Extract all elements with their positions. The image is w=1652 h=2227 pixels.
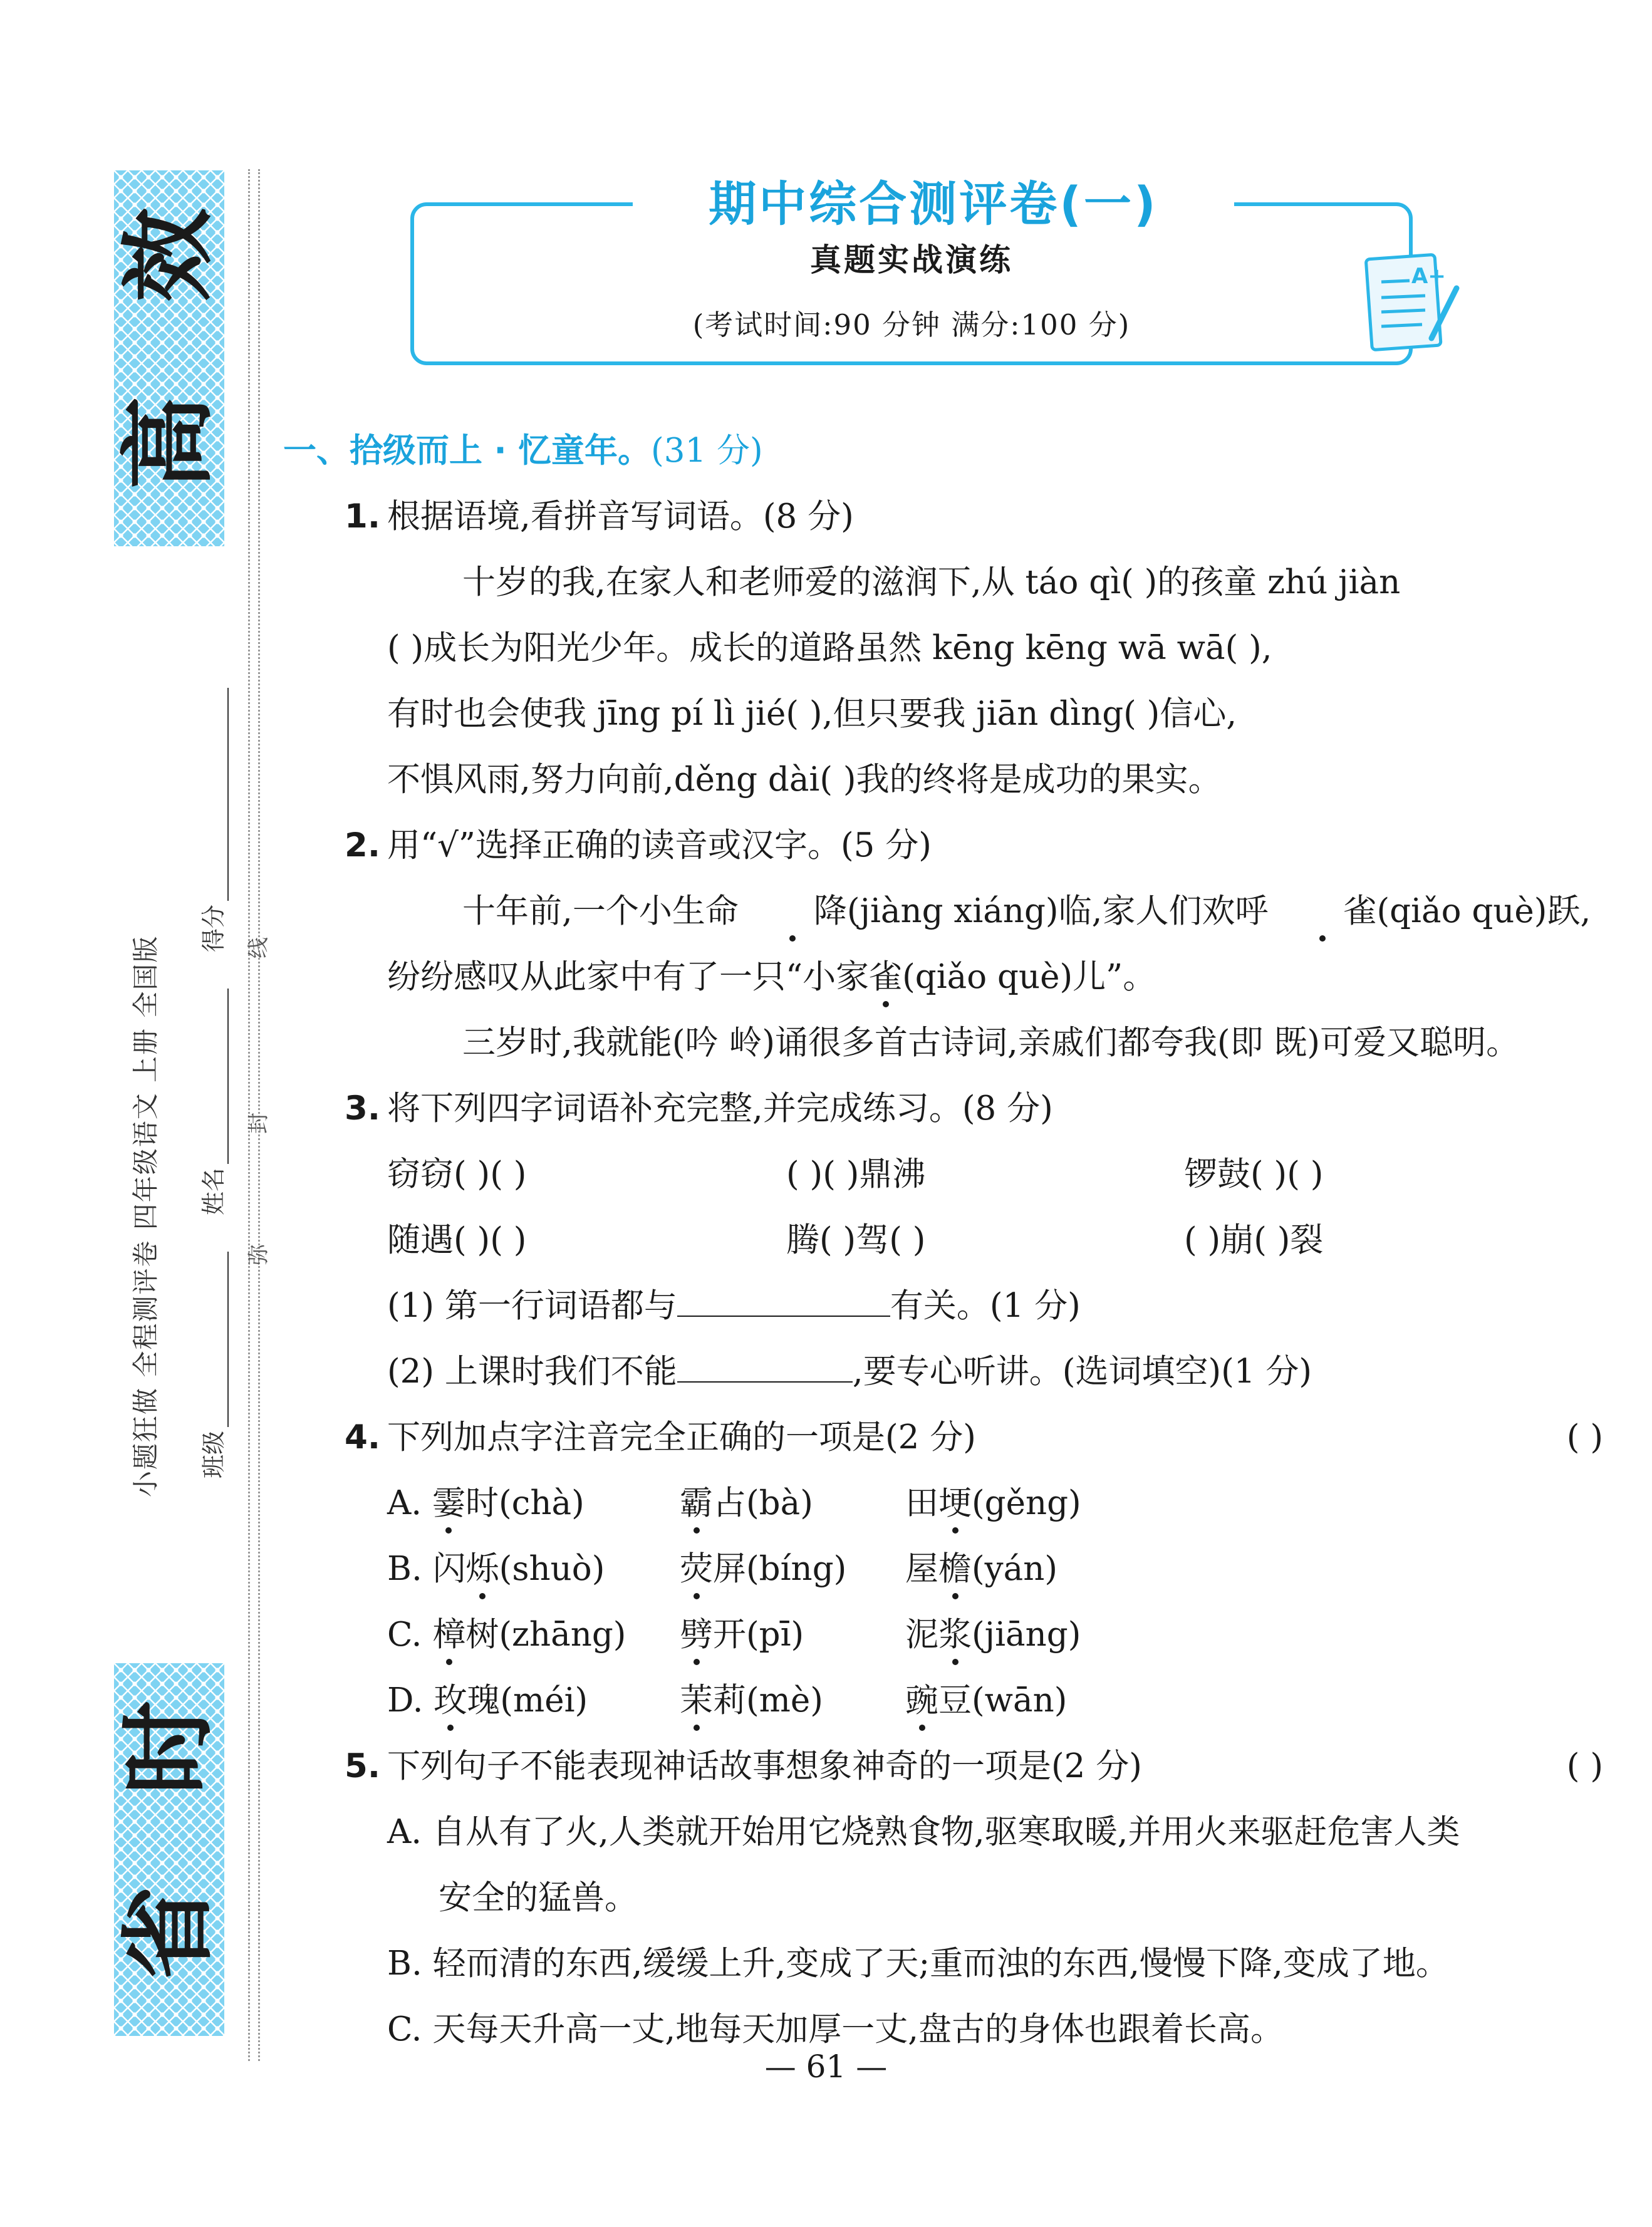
page-subtitle: 真题实战演练 [810, 241, 1013, 278]
q1-line-3[interactable]: 有时也会使我 jīng pí lì jié( ),但只要我 jiān dìng( )信心, [387, 695, 1237, 733]
q5-answer-paren[interactable]: ( ) [1566, 1747, 1603, 1785]
q4-option-rest: 开(pī) [713, 1616, 804, 1654]
q3-idiom-3[interactable]: 锣鼓( )( ) [1184, 1155, 1324, 1193]
q4-dotted-char: 劈 [680, 1604, 713, 1666]
q1-number: 1. [345, 497, 381, 536]
q2-line-3[interactable]: 三岁时,我就能(吟 岭)诵很多首古诗词,亲戚们都夸我(即 既)可爱又聪明。 [462, 1024, 1520, 1062]
book-series-text: 小题狂做 全程测评卷 四年级语文 上册 全国版 [130, 935, 161, 1497]
q4-option-rest: (gěng) [972, 1484, 1081, 1522]
section-1-heading: 一、拾级而上 · 忆童年。 [283, 432, 652, 470]
sidebar-bottom-char-0: 省 [115, 1886, 224, 1980]
sidebar-top-char-1: 效 [115, 208, 224, 303]
q2-l1-b[interactable]: (jiàng xiáng)临,家人们欢呼 [846, 892, 1269, 930]
svg-text:A+: A+ [1411, 264, 1446, 289]
q4-number: 4. [345, 1418, 381, 1456]
class-blank[interactable] [202, 1252, 229, 1427]
q4-option-rest: 屏(bíng) [713, 1550, 847, 1588]
q3-sub-1-blank[interactable] [677, 1284, 890, 1317]
q1-line-4[interactable]: 不惧风雨,努力向前,děng dài( )我的终将是成功的果实。 [387, 761, 1222, 799]
q2-line-1[interactable] [387, 880, 1603, 943]
q4-option-prefix: B. 闪 [387, 1550, 466, 1588]
q2-dotted-char-3: 雀 [869, 946, 902, 1009]
q4-dotted-char: 霸 [680, 1472, 713, 1535]
q5-option-b[interactable]: B. 轻而清的东西,缓缓上升,变成了天;重而浊的东西,慢慢下降,变成了地。 [387, 1944, 1449, 1983]
q2-dotted-char-1: 降 [739, 880, 847, 943]
q5-option-a-line-2[interactable]: 安全的猛兽。 [439, 1879, 638, 1917]
q2-l2-b[interactable]: (qiǎo què)儿”。 [902, 958, 1156, 996]
q4-dotted-char: 茉 [680, 1669, 713, 1732]
class-field[interactable] [194, 1252, 229, 1478]
q4-dotted-char: 豌 [905, 1669, 938, 1732]
q2-l1-a: 十年前,一个小生命 [462, 892, 739, 930]
q4-option-C-word-2[interactable] [680, 1604, 804, 1666]
q3-number: 3. [345, 1089, 381, 1128]
q3-sub-2-blank[interactable] [677, 1350, 853, 1383]
seal-char-mi: 弥 [246, 1244, 271, 1265]
q4-option-rest: (jiāng) [972, 1616, 1081, 1654]
q3-idiom-6[interactable]: ( )崩( )裂 [1184, 1221, 1324, 1259]
q4-dotted-char: 荧 [680, 1538, 713, 1601]
q4-dotted-char: 檐 [938, 1538, 972, 1601]
q4-option-prefix: C. [387, 1616, 433, 1654]
q4-dotted-char: 玫 [434, 1669, 467, 1732]
q4-option-C-word-1[interactable] [387, 1604, 626, 1666]
q4-dotted-char: 烁 [466, 1538, 499, 1601]
q4-option-A-word-1[interactable] [387, 1472, 584, 1535]
score-blank[interactable] [202, 688, 229, 901]
q4-option-A-word-2[interactable] [680, 1472, 813, 1535]
q2-line-2[interactable] [387, 946, 1603, 1009]
sidebar-top-char-0: 高 [115, 396, 224, 491]
q4-option-rest: 时(chà) [465, 1484, 584, 1522]
q4-option-B-word-3[interactable] [905, 1538, 1057, 1601]
q4-option-rest: 莉(mè) [713, 1681, 823, 1720]
q4-dotted-char: 浆 [938, 1604, 972, 1666]
q4-option-prefix: A. [387, 1484, 432, 1522]
q1-line-2[interactable]: ( )成长为阳光少年。成长的道路虽然 kēng kēng wā wā( ), [387, 629, 1272, 667]
q4-option-rest: 豆(wān) [938, 1681, 1068, 1720]
q3-idiom-5[interactable]: 腾( )驾( ) [786, 1221, 926, 1259]
q4-option-D-word-3[interactable] [905, 1669, 1067, 1732]
q4-option-prefix: 田 [905, 1484, 938, 1522]
q4-option-B-word-1[interactable] [387, 1538, 605, 1601]
q4-option-rest: 瑰(méi) [467, 1681, 588, 1720]
seal-char-feng: 封 [246, 1113, 271, 1134]
score-field[interactable] [194, 688, 229, 952]
q3-idiom-2[interactable]: ( )( )鼎沸 [786, 1155, 926, 1193]
q4-stem: 下列加点字注音完全正确的一项是(2 分) [387, 1418, 976, 1456]
q4-option-D-word-1[interactable] [387, 1669, 588, 1732]
q4-option-rest: 占(bà) [713, 1484, 813, 1522]
exam-time-info: (考试时间:90 分钟 满分:100 分) [692, 308, 1131, 341]
section-1-title [283, 420, 1603, 482]
q1-line-1[interactable]: 十岁的我,在家人和老师爱的滋润下,从 táo qì( )的孩童 zhú jiàn [462, 563, 1401, 601]
q3-sub-2-b: ,要专心听讲。(选词填空)(1 分) [852, 1352, 1312, 1391]
q3-idiom-4[interactable]: 随遇( )( ) [387, 1221, 527, 1259]
q5-option-a-line-1[interactable]: A. 自从有了火,人类就开始用它烧熟食物,驱寒取暖,并用火来驱赶危害人类 [387, 1813, 1460, 1851]
q3-sub-2[interactable] [387, 1341, 1603, 1403]
q4-option-D-word-2[interactable] [680, 1669, 823, 1732]
q3-sub-2-a: (2) 上课时我们不能 [387, 1352, 677, 1391]
sidebar-bottom-block [114, 1663, 224, 2036]
q2-stem: 用“√”选择正确的读音或汉字。(5 分) [387, 826, 932, 864]
q3-idiom-1[interactable]: 窃窃( )( ) [387, 1155, 527, 1193]
page-number: — 61 — [764, 2048, 888, 2085]
q4-option-rest: (yán) [972, 1550, 1058, 1588]
q4-option-rest: 树(zhāng) [465, 1616, 626, 1654]
q2-dotted-char-2: 雀 [1268, 880, 1376, 943]
sidebar-top-block [114, 170, 224, 546]
q5-number: 5. [345, 1747, 381, 1785]
q4-option-A-word-3[interactable] [905, 1472, 1081, 1535]
q2-l1-c[interactable]: (qiǎo què)跃, [1376, 892, 1591, 930]
graded-paper-icon [1356, 244, 1463, 357]
q5-option-c[interactable]: C. 天每天升高一丈,地每天加厚一丈,盘古的身体也跟着长高。 [387, 2010, 1284, 2048]
q4-option-C-word-3[interactable] [905, 1604, 1081, 1666]
q4-option-prefix: 泥 [905, 1616, 938, 1654]
q4-dotted-char: 樟 [432, 1604, 465, 1666]
seal-char-xian: 线 [246, 937, 271, 958]
q4-dotted-char: 埂 [938, 1472, 972, 1535]
q4-option-prefix: 屋 [905, 1550, 938, 1588]
q4-dotted-char: 霎 [432, 1472, 465, 1535]
score-label: 得分 [200, 904, 227, 952]
q4-option-prefix: D. [387, 1681, 434, 1720]
q4-option-rest: (shuò) [499, 1550, 605, 1588]
q3-sub-1-b: 有关。(1 分) [890, 1287, 1081, 1325]
name-blank[interactable] [202, 989, 229, 1164]
q1-stem: 根据语境,看拼音写词语。(8 分) [387, 497, 854, 536]
sidebar-bottom-char-1: 时 [115, 1701, 224, 1795]
name-label: 姓名 [200, 1167, 227, 1215]
q3-sub-1[interactable] [387, 1275, 1603, 1337]
name-field[interactable] [194, 989, 229, 1215]
page-title: 期中综合测评卷(一) [709, 176, 1158, 232]
q2-l2-a: 纷纷感叹从此家中有了一只“小家 [387, 958, 870, 996]
q3-stem: 将下列四字词语补充完整,并完成练习。(8 分) [387, 1089, 1053, 1128]
q3-sub-1-a: (1) 第一行词语都与 [387, 1287, 677, 1325]
class-label: 班级 [200, 1430, 227, 1478]
q5-stem: 下列句子不能表现神话故事想象神奇的一项是(2 分) [387, 1747, 1142, 1785]
section-1-points: (31 分) [651, 432, 763, 470]
q4-option-B-word-2[interactable] [680, 1538, 846, 1601]
q2-number: 2. [345, 826, 381, 864]
q4-answer-paren[interactable]: ( ) [1566, 1418, 1603, 1456]
